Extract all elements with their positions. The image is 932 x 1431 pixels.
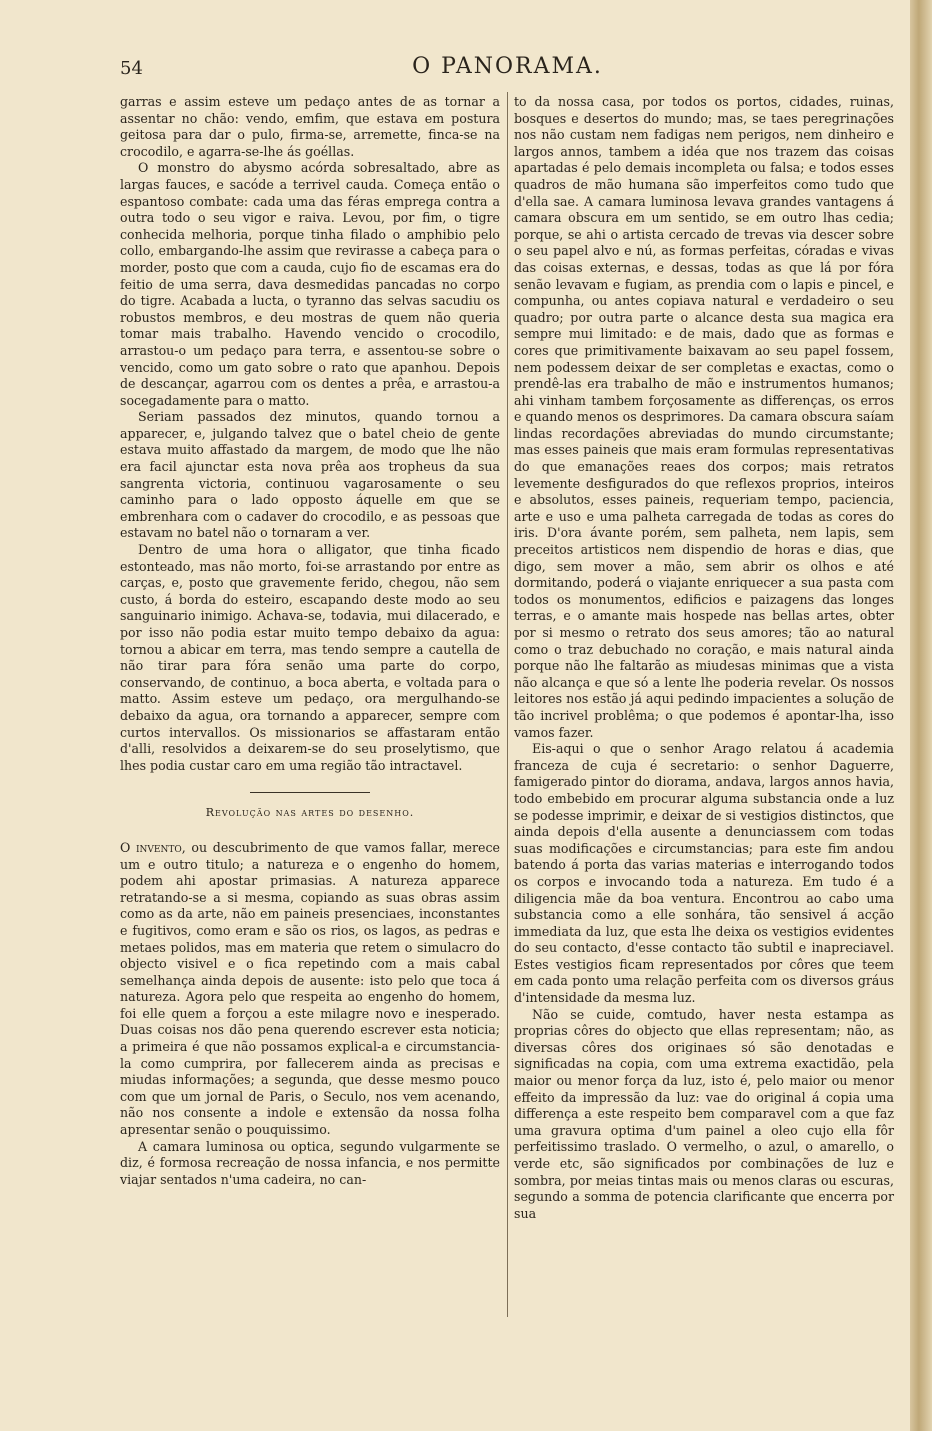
column-divider <box>507 92 508 1317</box>
paragraph-body: , ou descubrimento de que vamos fallar, merece um e outro titulo; a natureza e o engenho do homem, podem ahi apostar primasias. A natureza apparece retratando-se a si mesma, copiando as suas obras assim como as da arte, não em paineis presenciaes, inconstantes e fugitivos, como eram e são os rios, os lagos, as pedras e metaes polidos, mas em materia que retem o simulacro do objecto visivel e o fica repetindo com a mais cabal semelhança ainda depois de ausente: isto pelo que toca á natureza. Agora pelo que respeita ao engenho do homem, foi elle quem a forçou a este milagre novo e inesperado. Duas coisas nos dão pena querendo escrever esta noticia; a primeira é que não possamos explical-a e circumstancia-la como cumprira, por fallecerem ainda as precisas e miudas informações; a segunda, que desse mesmo pouco com que um jornal de Paris, o Seculo, nos vem acenando, não nos consente a indole e extensão da nossa folha apresentar senão o pouquissimo. <box>120 839 500 1138</box>
paragraph: Seriam passados dez minutos, quando tornou a apparecer, e, julgando talvez que o batel cheio de gente estava muito affastado da margem, de modo que lhe não era facil ajunctar esta nova prêa aos tropheus da sua sangrenta victoria, continuou vagarosamente o seu caminho para o lado opposto áquelle em que se embrenhara com o cadaver do crocodilo, e as pessoas que estavam no batel não o tornaram a ver. <box>120 409 500 541</box>
page-header <box>120 54 895 84</box>
paragraph <box>120 840 500 1139</box>
paragraph: Dentro de uma hora o alligator, que tinha ficado estonteado, mas não morto, foi-se arrastando por entre as carças, e, posto que gravemente ferido, chegou, não sem custo, á borda do esteiro, escapando deste modo ao seu sanguinario inimigo. Achava-se, todavia, mui dilacerado, e por isso não podia estar muito tempo debaixo da agua: tornou a abicar em terra, mas tendo sempre a cautella de não tirar para fóra senão uma parte do corpo, conservando, de continuo, a boca aberta, e voltada para o matto. Assim esteve um pedaço, ora mergulhando-se debaixo da agua, ora tornando a apparecer, sempre com curtos intervallos. Os missionarios se affastaram então d'alli, resolvidos a deixarem-se do seu proselytismo, que lhes podia custar caro em uma região tão intractavel. <box>120 542 500 773</box>
page-edge <box>910 0 932 1431</box>
section-title: Revolução nas artes do desenho. <box>205 806 415 820</box>
paragraph: A camara luminosa ou optica, segundo vulgarmente se diz, é formosa recreação de nossa infancia, e nos permitte viajar sentados n'uma cadeira, no can- <box>120 1138 500 1187</box>
running-title: O PANORAMA. <box>412 54 603 79</box>
page-number: 54 <box>120 58 143 79</box>
right-column <box>514 94 894 1222</box>
paragraph: Não se cuide, comtudo, haver nesta estampa as proprias côres do objecto que ellas representam; não, as diversas côres dos originaes só são denotadas e significadas na copia, com uma extrema exactidão, pela maior ou menor força da luz, isto é, pelo maior ou menor effeito da impressão da luz: vae do original á copia uma differença a este respeito bem comparavel com a que faz uma gravura optima d'um painel a oleo cujo ella fôr perfeitissimo traslado. O vermelho, o azul, o amarello, o verde etc, são significados por combinações de luz e sombra, por meias tintas mais ou menos claras ou escuras, segundo a somma de potencia clarificante que encerra por sua <box>514 1006 894 1221</box>
left-column <box>120 94 500 1188</box>
lead-word: O invento <box>120 839 182 855</box>
section-divider <box>250 792 370 793</box>
paragraph: Eis-aqui o que o senhor Arago relatou á academia franceza de cuja é secretario: o senhor Daguerre, famigerado pintor do diorama, andava, largos annos havia, todo embebido em procurar alguma substancia onde a luz se podesse imprimir, e deixar de si vestigios distinctos, que ainda depois d'ella ausente a denunciassem com todas suas modificações e circumstancias; para este fim andou batendo á porta das varias materias e interrogando todos os corpos e invocando toda a natureza. Em tudo é a diligencia mãe da boa ventura. Encontrou ao cabo uma substancia como a elle sonhára, tão sensivel á acção immediata da luz, que esta lhe deixa os vestigios evidentes do seu contacto, d'esse contacto tão subtil e inapreciavel. Estes vestigios ficam representados por côres que teem em cada ponto uma relação perfeita com os diversos gráus d'intensidade da mesma luz. <box>514 741 894 1006</box>
paragraph: to da nossa casa, por todos os portos, cidades, ruinas, bosques e desertos do mundo; mas, se taes peregrinações nos não custam nem fadigas nem perigos, nem dinheiro e largos annos, tambem a idéa que nos trazem das coisas apartadas é pelo demais incompleta ou falsa; e todos esses quadros de mão humana são imperfeitos como tudo que d'ella sae. A camara luminosa levava grandes vantagens á camara obscura em um sentido, se em outro lhas cedia; porque, se ahi o artista cercado de trevas via descer sobre o seu papel alvo e nú, as formas perfeitas, córadas e vivas das coisas externas, e dessas, todas as que lá por fóra senão levavam e fugiam, as prendia com o lapis e pincel, e compunha, ou antes copiava natural e verdadeiro o seu quadro; por outra parte o alcance desta sua magica era sempre mui limitado: e de mais, dado que as formas e cores que primitivamente baixavam ao seu papel fossem, nem podessem deixar de ser completas e exactas, como o prendê-las era trabalho de mão e instrumentos humanos; ahi vinham tambem forçosamente as differenças, os erros e quando menos os desprimores. Da camara obscura saíam lindas recordações abreviadas do mundo circumstante; mas esses paineis que mais eram formulas representativas do que emanações reaes dos corpos; mais retratos levemente desfigurados do que reflexos proprios, inteiros e absolutos, esses paineis, requeriam tempo, paciencia, arte e uso e uma palheta carregada de todas as cores do iris. D'ora ávante porém, sem palheta, nem lapis, sem preceitos artisticos nem dispendio de horas e dias, que digo, sem mover a mão, sem abrir os olhos e até dormitando, poderá o viajante enriquecer a sua pasta com todos os monumentos, edificios e paizagens das longes terras, e o amante mais hospede nas bellas artes, obter por si mesmo o retrato dos seus amores; tão ao natural como o traz debuchado no coração, e mais natural ainda porque não lhe faltarão as miudesas minimas que a vista não alcança e que só a lente lhe poderia revelar. Os nossos leitores nos estão já aqui pedindo impacientes a solução de tão incrivel problêma; o que podemos é apontar-lha, isso vamos fazer. <box>514 94 894 740</box>
paragraph: garras e assim esteve um pedaço antes de as tornar a assentar no chão: vendo, emfim, que estava em postura geitosa para dar o pulo, firma-se, arremette, finca-se na crocodilo, e agarra-se-lhe ás goéllas. <box>120 94 500 159</box>
paragraph: O monstro do abysmo acórda sobresaltado, abre as largas fauces, e sacóde a terrivel cauda. Começa então o espantoso combate: cada uma das féras emprega contra a outra todo o seu vigor e raiva. Levou, por fim, o tigre conhecida melhoria, porque tinha filado o amphibio pelo collo, embargando-lhe assim que revirasse a cabeça para o morder, posto que com a cauda, cujo fio de escamas era do feitio de uma serra, dava desmedidas pancadas no corpo do tigre. Acabada a lucta, o tyranno das selvas sacudiu os robustos membros, e deu mostras de quem não queria tomar mais trabalho. Havendo vencido o crocodilo, arrastou-o um pedaço para terra, e assentou-se sobre o vencido, como um gato sobre o rato que apanhou. Depois de descançar, agarrou com os dentes a prêa, e arrastou-a socegadamente para o matto. <box>120 160 500 408</box>
